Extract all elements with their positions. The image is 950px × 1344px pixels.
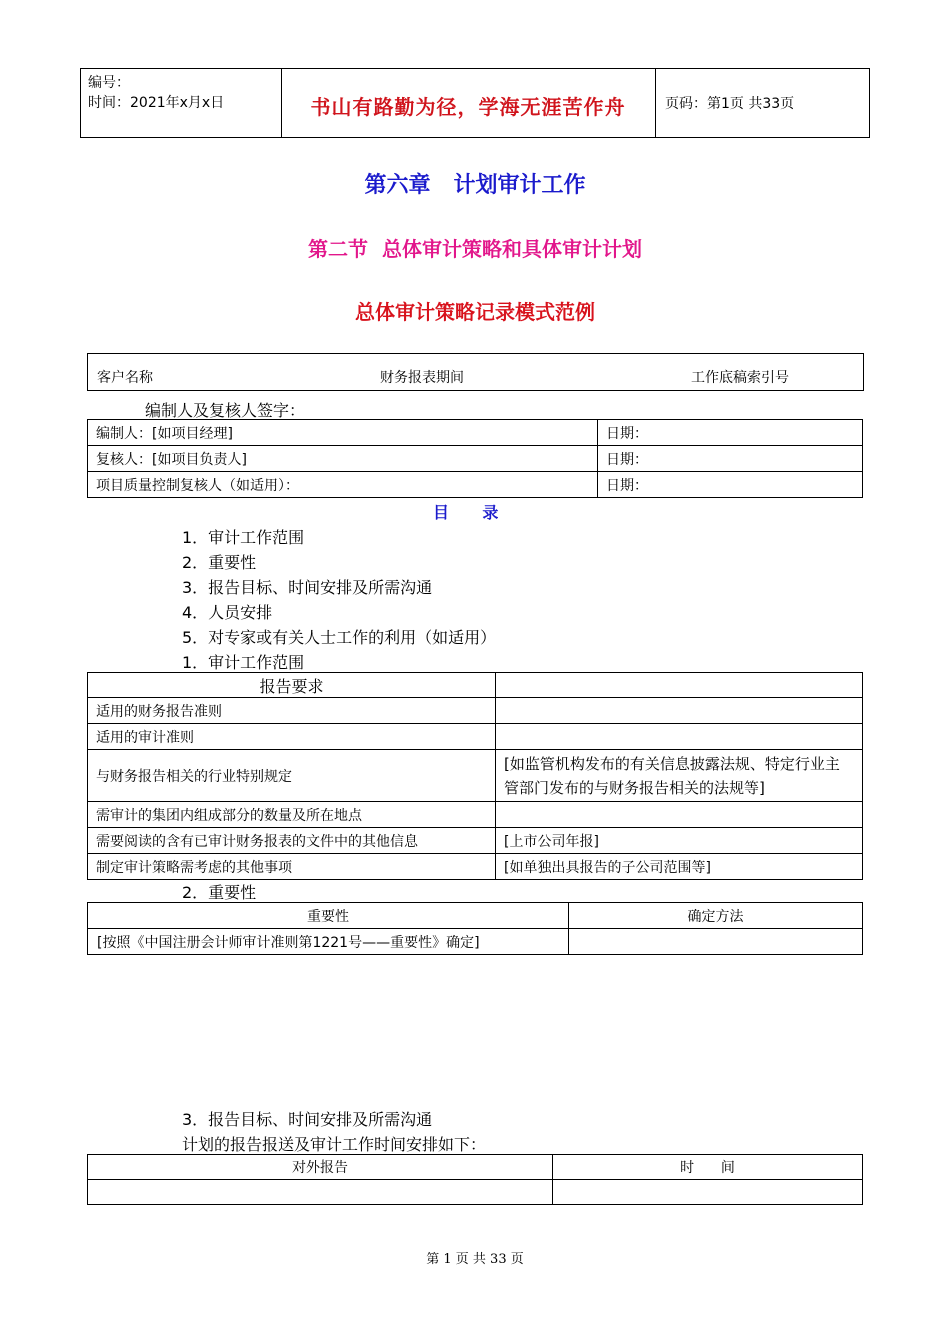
- scope-label: 适用的财务报告准则: [88, 698, 496, 724]
- preparer-cell: 编制人：[如项目经理]: [88, 420, 598, 446]
- table-row: [88, 446, 863, 472]
- date-cell: 日期：: [598, 446, 863, 472]
- section-title: 第二节 总体审计策略和具体审计计划: [308, 237, 642, 261]
- scope-label: 与财务报告相关的行业特别规定: [88, 750, 496, 802]
- table-row: [88, 750, 863, 802]
- toc-item: 3．报告目标、时间安排及所需沟通: [182, 578, 433, 597]
- date-cell: 日期：: [598, 472, 863, 498]
- header-meta: [88, 73, 224, 113]
- method-header: 确定方法: [569, 903, 863, 929]
- table-row: [88, 1180, 863, 1205]
- materiality-header: 重要性: [88, 903, 569, 929]
- schedule-table: [87, 1154, 863, 1205]
- page-header: [80, 68, 870, 138]
- table-row: [88, 828, 863, 854]
- table-row: [88, 420, 863, 446]
- header-motto: 书山有路勤为径，学海无涯苦作舟: [310, 95, 626, 119]
- scope-header-value: [496, 673, 863, 698]
- scope-value: [上市公司年报]: [496, 828, 863, 854]
- date-cell: 日期：: [598, 420, 863, 446]
- method-cell: [569, 929, 863, 955]
- chapter-title: 第六章 计划审计工作: [364, 173, 586, 198]
- qc-reviewer-cell: 项目质量控制复核人（如适用）：: [88, 472, 598, 498]
- materiality-cell: [按照《中国注册会计师审计准则第1221号——重要性》确定]: [88, 929, 569, 955]
- scope-value: [如单独出具报告的子公司范围等]: [496, 854, 863, 880]
- table-row: [88, 929, 863, 955]
- table-row: [88, 698, 863, 724]
- scope-value: [如监管机构发布的有关信息披露法规、特定行业主管部门发布的与财务报告相关的法规等]: [496, 750, 863, 802]
- section2-heading: 2．重要性: [182, 883, 257, 902]
- table-row: [88, 472, 863, 498]
- page-footer: 第 1 页 共 33 页: [426, 1252, 524, 1267]
- scope-value: [496, 698, 863, 724]
- table-row: [88, 903, 863, 929]
- scope-label: 需审计的集团内组成部分的数量及所在地点: [88, 802, 496, 828]
- signature-label: 编制人及复核人签字：: [145, 401, 306, 420]
- materiality-table: [87, 902, 863, 955]
- scope-label: 适用的审计准则: [88, 724, 496, 750]
- toc-item: 2．重要性: [182, 553, 257, 572]
- table-row: [88, 802, 863, 828]
- client-name-label: 客户名称: [97, 370, 153, 386]
- reviewer-cell: 复核人：[如项目负责人]: [88, 446, 598, 472]
- toc-item: 1．审计工作范围: [182, 528, 305, 547]
- time-label: 时间：2021年x月x日: [88, 95, 225, 111]
- period-label: 财务报表期间: [380, 370, 464, 386]
- toc-title: 目 录: [433, 503, 499, 522]
- section3-heading: 3．报告目标、时间安排及所需沟通: [182, 1110, 433, 1129]
- time-header: 时 间: [553, 1155, 863, 1180]
- section1-heading: 1．审计工作范围: [182, 653, 305, 672]
- time-cell: [553, 1180, 863, 1205]
- report-header: 对外报告: [88, 1155, 553, 1180]
- table-row: [88, 854, 863, 880]
- scope-table: [87, 672, 863, 880]
- report-cell: [88, 1180, 553, 1205]
- number-label: 编号：: [88, 75, 130, 91]
- client-info-box: [87, 353, 864, 391]
- header-page-info: 页码：第1页 共33页: [665, 96, 795, 112]
- scope-value: [496, 802, 863, 828]
- scope-header: 报告要求: [88, 673, 496, 698]
- scope-label: 制定审计策略需考虑的其他事项: [88, 854, 496, 880]
- scope-value: [496, 724, 863, 750]
- table-row: [88, 1155, 863, 1180]
- scope-label: 需要阅读的含有已审计财务报表的文件中的其他信息: [88, 828, 496, 854]
- section3-intro: 计划的报告报送及审计工作时间安排如下：: [182, 1135, 487, 1154]
- toc-item: 5．对专家或有关人士工作的利用（如适用）: [182, 628, 497, 647]
- table-row: [88, 673, 863, 698]
- signature-table: [87, 419, 863, 498]
- index-label: 工作底稿索引号: [691, 370, 789, 386]
- toc-item: 4．人员安排: [182, 603, 273, 622]
- document-subtitle: 总体审计策略记录模式范例: [355, 300, 595, 324]
- table-row: [88, 724, 863, 750]
